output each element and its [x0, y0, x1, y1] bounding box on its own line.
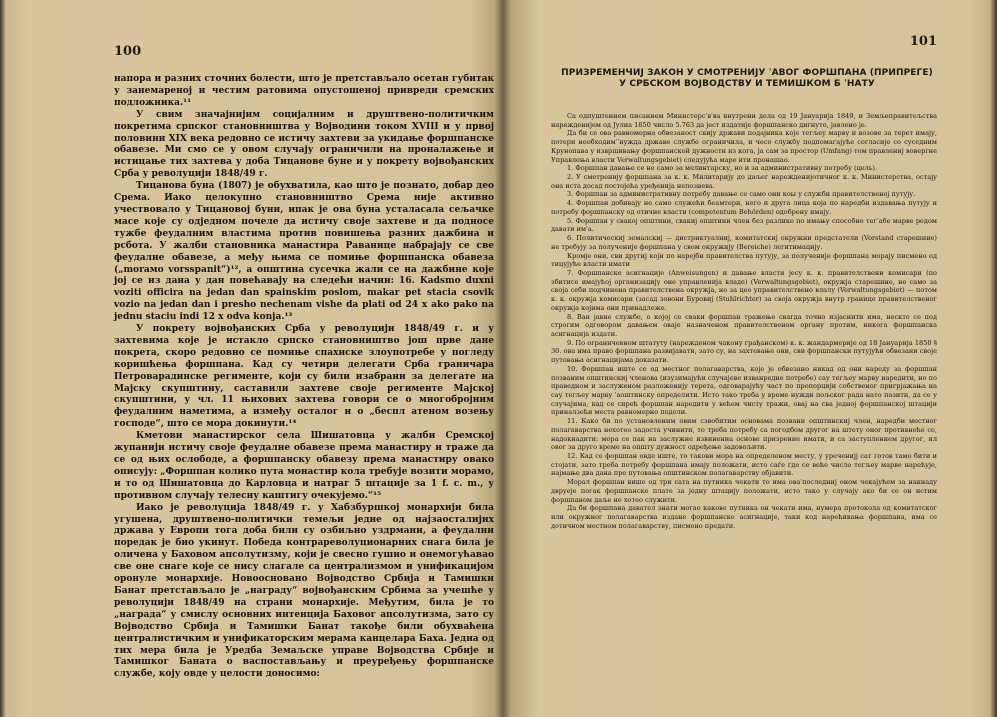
paragraph: У свим значајнијим социјалним и друштвено-политичким покретима српског становништва у Војводини током XVIII и у првој половини XIX века редовно се истичу захтеви за укидање форшпанске обавезе. Ми смо се у овом случају ограничили на проналажење и истицање тих захтева у доба Тицанове буне и у покрету војвођанских Срба у револуцији 1848/49 г.	[114, 109, 494, 180]
paragraph: У покрету војвођанских Срба у револуцији 1848/49 г. и у захтевима које је истакло српско становништво још прве дане покрета, скоро редовно се помиње спахиске злоупотребе у погледу коришћења форшпана. Кад су четири делегати Срба граничара Петроварадинске регименте, који су били изабрани за делегате на Мајску скупштину, саставили захтеве своје регименте Мајској скупштини, у чл. 11 њихових захтева говори се о многобројним феудалним наметима, а између осталог и о „беспл атеном возењу господе“, што се мора докинути.¹⁴	[114, 324, 494, 430]
left-page	[96, 0, 494, 717]
page-number-left: 100	[114, 44, 142, 59]
heading-line: ПРИЗРЕМЕНЧИЈ ЗАКОН У СМОТРЕНИЈУ ˈАВОГ ФОРШПАНА (ПРИПРЕГЕ)	[561, 68, 933, 78]
paragraph: напора и разних сточних болести, што је претстављало осетан губитак у занемареној и честим ратовима опустошеној привреди сремских подложника.¹¹	[114, 74, 494, 108]
paragraph: 3. Форшпан за административну потребу давање се само они коы у служби правителственој путују.	[567, 190, 916, 199]
paragraph: 10. Форшпан иште се од местног полагаварства, које је обвезано никад од они нареду за форшпан позваним општинскиј членова (изузимајући случајеве изванредне потребе) сау тегљеу марву наредити, но по праведном и заслуженом разложенију терета, одговарајућу част по пропорцији собственог пригрјажања на сау тегљеу марву ˈаоштинску определити. Исто тако треба у време нужди пољског рада нато пазити, да се у случајима, кад се сирећ форшпан наредити у већем чисту тражи, овај на сва једној форшпанској штацији приналзећи места равномерно подели.	[551, 364, 937, 417]
paragraph: 11. Како би по установленим овим сзвобитим основама позвани општинскиј член, наредби местног полагаварства нехотео задоста учинити, то треба потребу са погодбом другог на штету оног противнеће се, надокнадити: мора се пак на заслужне извинениа основе призрение имати, и са заступлением другог, ил овог за друго време на општу дужност одређење задовољити.	[551, 417, 937, 452]
right-page	[545, 0, 943, 717]
paragraph: 7. Форшпанске асигнације (Anweisungen) и давање власти јесу к. к. правителствени комисари (по збитисе имајућој организацију оне управленија владе) (Verwaltungsgebiet), окружја старешине, не само за своја себи подчинена правителствена окружја, но за цео управителствено влалу (Verwaltungsgebiet) — потом к. к. окружја комисари (засад зовони Буровиј (Stuhlrichter) за своја окружја внутр границе правителственог окружја којима они принадлеже.	[551, 268, 937, 312]
paragraph: 9. По ограничевном штатуту (нарежденом чакону грађанском) к. к. жандармерије од 18 Јануарија 1850 § 30. ова има право форшпана развијавати, зато су, на захтевање они, сви форшпански путујући обвезани своје путовања асигнацијама доказати.	[551, 338, 937, 365]
paragraph: 4. Форшпан добивају не само служећи беамтери, него и друга лица која по наредби издавања путују и потребу форшпанску од отичне власти (competentum Behörden) одобрену имају.	[551, 199, 937, 216]
paragraph: 6. Политическиј земалскиј — дистриктуалниј, комитатскиј окружни предстатели (Vorstand старешине) не требују за полученије форшпана у свом окружију (Bereiche) легитимацију.	[551, 234, 937, 251]
paragraph: Морал форшпан више од три сата на путника чекати то има оваˈпоследниј оном чекајућем за накнаду двруеје погак форшпанске плате за једну штацију положати, исто тако у случају ако би се он истим форшпаном даље не хотео служити.	[551, 478, 937, 504]
right-page-body	[551, 112, 937, 531]
heading-line: У СРБСКОМ ВОЈВОДСТВУ И ТЕМИШКОМ Б ˈНАТУ	[619, 79, 875, 89]
paragraph: Иако је револуција 1848/49 г. у Хабзбуршкој монархији била угушена, друштвено-политички темељи једне од најзаосталијих држава у Европи тога доба били су озбиљно уздрмани, а феудални поредак је био укинут. Победа контрареволуционарних снага била је оличена у Баховом апсолутизму, који је свесно гушио и онемогућавао све оне снаге које се нису слагале са централизмом и унификацијом оронуле монархије. Новоосновано Војводство Србија и Тамишки Банат претстављало је „награду“ војвођанским Србима за учешће у револуцији 1848/49 на страни монархије. Међутим, била је то „награда“ у смислу основних интенција Баховог апсолутизма, зато су Војводство Србија и Тамишки Банат такође били обухваћена централистичким и унификаторским мерама канцелара Баха. Једна од тих мера била је Уредба Земаљске управе Војводства Србије и Тамишког Баната о васпостављању и преуређењу форшпанске службе, коју овде у целости доносимо:	[114, 502, 494, 680]
paragraph: Тицанова буна (1807) је обухватила, као што је познато, добар део Срема. Иако целокупно становништво Срема није активно учествовало у Тицановој буни, ипак је ова буна усталасала сељачке масе које су одједном почеле да истичу своје захтеве и да подносе тужбе феудалним властима против повишења разних дажбина и рсбота. У жалби становника манастира Раванице набрајају се све феудалне обавезе, а међу њима се помиње форшпанска обавеза („morамо vorsspanit“)¹², а општина сусечка жали се на дажбине које јој се из дана у дан повећавају на следећи начин: 16. Kadsmo duxni voziti officira na jedan dan spainskim poslom, makar pet stacia csovik vozio na jedan dan i presho nechenam vishe da plati od 24 x ako pako na jednu staciu indi 12 x odva konja.¹³	[114, 181, 494, 323]
paragraph: Кметови манастирског села Шишатовца у жалби Сремској жупанији истичу своје феудалне обавезе према манастиру и траже да се од њих ослободе, а форшпанску обавезу према манастиру овако описују: „Форшпан колико пута монастир кола требује возити морамо, и то од Шишатовца до Карловца и натраг 5 штације за 1 f. c. m., у противном случају телесну каштигу очекујемо.“¹⁵	[114, 431, 494, 501]
left-page-body	[114, 74, 494, 681]
page-number-right: 101	[909, 34, 937, 49]
paragraph: 1. Форшпан давање се не само за мелинтарску, но и за административну потребу (цель).	[567, 164, 878, 173]
paragraph: 2. У сметренију форшпана за к. к. Милитарију до даљег нарежденијотичног к. к. Министерства, остају она иста досад постојећа уређенија непознева.	[551, 173, 937, 190]
paragraph: 8. Ван јавне службе, о којој се сваки форшпан тражење свагда точно изјаснити има, нескте се под строгим одговором давањем оваје назначеном правителственом органу протим, никога форшпанска асигнација издати.	[551, 312, 937, 338]
paragraph: 5. Форшпан у свакој општини, свакиј општини член без разлике по имању способне тегˈабе марве редом давати имˈа.	[551, 216, 937, 234]
paragraph: Са одпуштением писанием Министерсˈвˈва внутрени дела од 19 Јануарија 1849, и Земљеправитељства нарежденијем од Јулиа 1850 число 5.763 да јест издатије форшпанско дигнуто, јавлено је.	[551, 112, 937, 129]
paragraph: Кромје они, сви другиј који по нарејби правителства путују, за полученије форшпана морају писмено од тицујуће власти имати	[551, 251, 937, 269]
decree-heading	[561, 68, 933, 90]
paragraph: Да би се ова равномерна обвезаност свију држави подајника којe тегљеу марву и возове за терет имају, потери необходимˈˈнужда државе службе ограничила, и чесо службу подпомагајуће согласије со суседним Крунопава у извршивању форшпанской дужности из кога, ја сам за простор (Umfang) том правлениј вовергне Управлењa власти Verwaltungsgebiet) следујућа маре ити пронашао.	[551, 129, 937, 164]
paragraph: 12. Кад се форшпан овде иште, то такови мора на определеном месту, у уреченијј сат готов тамо бити и стојати, зато треба потребу форшпана имају положати, исто саѓе где се веће числo тегљеу марве нарећује, најмање два дана пре путовања општинском полагаварству објавити.	[551, 452, 937, 478]
paragraph: Да би форшпана давател знати могао какове путника он чекати има, нумера протокола од комитатског или окружног полагаварства издане форшпанске асигнације, таки код нарећивања форшпана, има се дотичном местном полагаварству, писмено предати.	[551, 504, 937, 530]
